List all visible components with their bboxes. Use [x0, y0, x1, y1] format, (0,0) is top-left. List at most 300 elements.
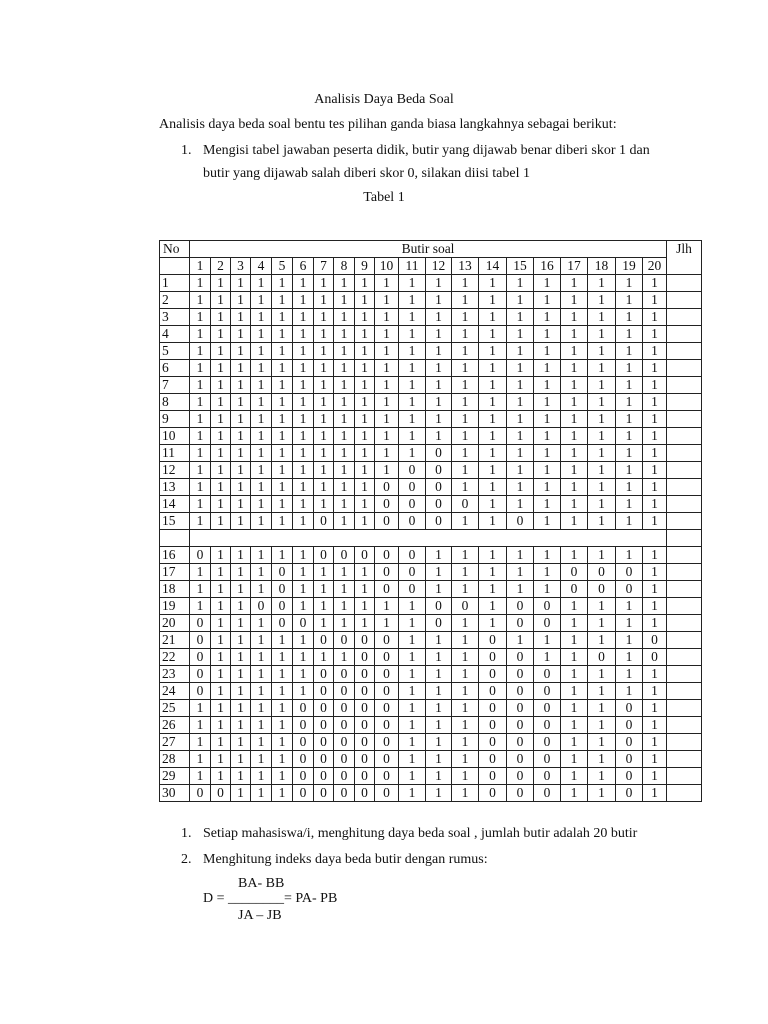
score-cell: 1 — [561, 275, 588, 292]
score-cell: 1 — [272, 513, 293, 530]
table-row — [160, 615, 702, 632]
score-cell: 1 — [534, 309, 561, 326]
score-cell: 1 — [588, 496, 616, 513]
score-cell: 0 — [399, 547, 426, 564]
score-cell: 1 — [334, 581, 355, 598]
score-cell: 0 — [507, 700, 534, 717]
score-cell: 1 — [231, 734, 251, 751]
score-cell: 0 — [616, 717, 643, 734]
item-number-header: 17 — [561, 258, 588, 275]
score-cell: 1 — [399, 292, 426, 309]
score-cell: 1 — [211, 343, 231, 360]
jlh-cell — [667, 394, 702, 411]
table-row — [160, 632, 702, 649]
score-cell: 1 — [561, 785, 588, 802]
score-cell: 1 — [588, 394, 616, 411]
score-cell: 1 — [314, 598, 334, 615]
score-cell: 1 — [561, 615, 588, 632]
score-cell: 0 — [375, 717, 399, 734]
score-cell: 1 — [334, 377, 355, 394]
score-cell: 1 — [251, 785, 272, 802]
score-cell: 1 — [452, 666, 479, 683]
score-cell: 1 — [355, 360, 375, 377]
score-cell: 0 — [399, 564, 426, 581]
row-number-cell: 17 — [160, 564, 190, 581]
score-cell: 1 — [293, 377, 314, 394]
score-cell: 0 — [314, 513, 334, 530]
score-cell: 1 — [588, 479, 616, 496]
table-row — [160, 734, 702, 751]
score-cell: 0 — [534, 717, 561, 734]
score-cell: 1 — [251, 683, 272, 700]
score-cell: 1 — [426, 751, 452, 768]
table-row — [160, 326, 702, 343]
score-cell: 1 — [251, 309, 272, 326]
step-1-text-line-2: butir yang dijawab salah diberi skor 0, silakan diisi tabel 1 — [203, 166, 530, 181]
score-cell: 0 — [479, 700, 507, 717]
score-cell: 1 — [561, 496, 588, 513]
score-cell: 1 — [314, 564, 334, 581]
score-cell: 1 — [643, 734, 667, 751]
score-cell: 1 — [190, 581, 211, 598]
score-cell: 1 — [643, 428, 667, 445]
jlh-cell — [667, 292, 702, 309]
score-cell: 1 — [314, 445, 334, 462]
score-cell: 1 — [616, 360, 643, 377]
row-number-cell: 1 — [160, 275, 190, 292]
score-cell: 0 — [534, 751, 561, 768]
score-cell: 1 — [231, 683, 251, 700]
score-cell: 1 — [272, 309, 293, 326]
separator-jlh-cell — [667, 530, 702, 547]
score-cell: 1 — [452, 377, 479, 394]
score-cell: 1 — [272, 479, 293, 496]
score-cell: 1 — [314, 581, 334, 598]
score-cell: 1 — [616, 292, 643, 309]
answer-score-table — [159, 240, 702, 802]
score-cell: 1 — [334, 649, 355, 666]
score-cell: 1 — [355, 496, 375, 513]
score-cell: 1 — [314, 326, 334, 343]
row-number-cell: 23 — [160, 666, 190, 683]
score-cell: 1 — [643, 666, 667, 683]
score-cell: 1 — [534, 479, 561, 496]
score-cell: 0 — [426, 513, 452, 530]
score-cell: 0 — [375, 734, 399, 751]
score-cell: 0 — [616, 564, 643, 581]
score-cell: 1 — [251, 513, 272, 530]
table-row — [160, 309, 702, 326]
score-cell: 1 — [293, 598, 314, 615]
row-number-cell: 21 — [160, 632, 190, 649]
row-number-cell: 10 — [160, 428, 190, 445]
score-cell: 1 — [211, 309, 231, 326]
item-number-header: 8 — [334, 258, 355, 275]
score-cell: 1 — [561, 734, 588, 751]
score-cell: 1 — [251, 649, 272, 666]
score-cell: 1 — [399, 275, 426, 292]
score-cell: 1 — [588, 309, 616, 326]
score-cell: 1 — [334, 462, 355, 479]
score-cell: 1 — [588, 275, 616, 292]
score-cell: 0 — [314, 785, 334, 802]
table-row — [160, 343, 702, 360]
score-cell: 1 — [426, 292, 452, 309]
score-cell: 1 — [334, 428, 355, 445]
score-cell: 0 — [479, 717, 507, 734]
score-cell: 1 — [534, 326, 561, 343]
score-cell: 0 — [375, 496, 399, 513]
score-cell: 1 — [479, 598, 507, 615]
score-cell: 0 — [355, 717, 375, 734]
score-cell: 1 — [272, 326, 293, 343]
score-cell: 1 — [588, 666, 616, 683]
score-cell: 1 — [399, 377, 426, 394]
score-cell: 1 — [211, 547, 231, 564]
score-cell: 1 — [426, 411, 452, 428]
score-cell: 1 — [616, 462, 643, 479]
score-cell: 0 — [334, 768, 355, 785]
score-cell: 1 — [561, 326, 588, 343]
row-number-cell: 20 — [160, 615, 190, 632]
score-cell: 1 — [452, 581, 479, 598]
score-cell: 0 — [334, 666, 355, 683]
score-cell: 1 — [293, 513, 314, 530]
score-cell: 1 — [211, 326, 231, 343]
score-cell: 1 — [314, 462, 334, 479]
score-cell: 1 — [355, 326, 375, 343]
item-number-header: 15 — [507, 258, 534, 275]
score-cell: 1 — [507, 564, 534, 581]
score-cell: 1 — [355, 564, 375, 581]
score-cell: 0 — [355, 649, 375, 666]
score-cell: 1 — [211, 751, 231, 768]
score-cell: 1 — [355, 309, 375, 326]
score-cell: 1 — [272, 632, 293, 649]
score-cell: 1 — [272, 768, 293, 785]
score-cell: 1 — [561, 394, 588, 411]
score-cell: 0 — [534, 768, 561, 785]
score-cell: 1 — [190, 598, 211, 615]
score-cell: 1 — [211, 734, 231, 751]
score-cell: 1 — [231, 462, 251, 479]
score-cell: 1 — [231, 751, 251, 768]
row-number-cell: 30 — [160, 785, 190, 802]
score-cell: 0 — [643, 632, 667, 649]
score-cell: 1 — [534, 360, 561, 377]
header-butir-soal: Butir soal — [190, 241, 667, 258]
score-cell: 1 — [211, 768, 231, 785]
row-number-cell: 26 — [160, 717, 190, 734]
score-cell: 1 — [375, 428, 399, 445]
jlh-cell — [667, 649, 702, 666]
jlh-cell — [667, 445, 702, 462]
score-cell: 1 — [588, 462, 616, 479]
score-cell: 1 — [426, 717, 452, 734]
score-cell: 1 — [251, 445, 272, 462]
score-cell: 1 — [231, 394, 251, 411]
score-cell: 1 — [293, 445, 314, 462]
row-number-cell: 22 — [160, 649, 190, 666]
score-cell: 1 — [534, 581, 561, 598]
score-cell: 1 — [643, 462, 667, 479]
score-cell: 1 — [314, 292, 334, 309]
score-cell: 1 — [507, 411, 534, 428]
score-cell: 1 — [251, 292, 272, 309]
score-cell: 1 — [190, 564, 211, 581]
score-cell: 0 — [355, 768, 375, 785]
score-cell: 1 — [479, 377, 507, 394]
score-cell: 1 — [251, 717, 272, 734]
header-no: No — [160, 241, 190, 258]
score-cell: 1 — [507, 343, 534, 360]
score-cell: 0 — [375, 564, 399, 581]
score-cell: 1 — [643, 581, 667, 598]
table-row — [160, 411, 702, 428]
score-cell: 1 — [231, 649, 251, 666]
score-cell: 0 — [190, 785, 211, 802]
row-number-cell: 2 — [160, 292, 190, 309]
score-cell: 1 — [231, 700, 251, 717]
row-number-cell: 9 — [160, 411, 190, 428]
score-cell: 0 — [534, 683, 561, 700]
score-cell: 1 — [643, 479, 667, 496]
item-number-header: 18 — [588, 258, 616, 275]
score-cell: 1 — [190, 360, 211, 377]
score-cell: 1 — [399, 683, 426, 700]
score-cell: 1 — [588, 683, 616, 700]
score-cell: 1 — [643, 751, 667, 768]
section-2-item-1-number: 1. — [181, 826, 192, 841]
item-number-header: 11 — [399, 258, 426, 275]
score-cell: 0 — [314, 547, 334, 564]
score-cell: 1 — [334, 496, 355, 513]
score-cell: 1 — [272, 343, 293, 360]
score-cell: 0 — [355, 751, 375, 768]
jlh-cell — [667, 717, 702, 734]
score-cell: 1 — [452, 785, 479, 802]
score-cell: 1 — [231, 496, 251, 513]
score-cell: 1 — [355, 598, 375, 615]
score-cell: 1 — [452, 751, 479, 768]
score-cell: 1 — [452, 343, 479, 360]
table-row — [160, 785, 702, 802]
score-cell: 1 — [211, 666, 231, 683]
score-cell: 0 — [355, 666, 375, 683]
score-cell: 1 — [293, 428, 314, 445]
score-cell: 1 — [507, 360, 534, 377]
jlh-cell — [667, 751, 702, 768]
score-cell: 1 — [334, 411, 355, 428]
score-cell: 1 — [190, 445, 211, 462]
score-cell: 0 — [479, 666, 507, 683]
score-cell: 1 — [399, 700, 426, 717]
score-cell: 1 — [479, 394, 507, 411]
score-cell: 0 — [190, 632, 211, 649]
score-cell: 0 — [334, 632, 355, 649]
score-cell: 1 — [452, 445, 479, 462]
score-cell: 1 — [643, 496, 667, 513]
score-cell: 1 — [293, 632, 314, 649]
item-number-header: 6 — [293, 258, 314, 275]
score-cell: 1 — [426, 360, 452, 377]
score-cell: 1 — [293, 683, 314, 700]
score-cell: 1 — [561, 700, 588, 717]
score-cell: 0 — [616, 700, 643, 717]
score-cell: 0 — [334, 734, 355, 751]
score-cell: 1 — [534, 513, 561, 530]
score-cell: 1 — [479, 411, 507, 428]
score-cell: 0 — [561, 564, 588, 581]
score-cell: 1 — [588, 513, 616, 530]
score-cell: 0 — [426, 496, 452, 513]
row-number-cell: 4 — [160, 326, 190, 343]
score-cell: 1 — [211, 683, 231, 700]
score-cell: 0 — [272, 581, 293, 598]
score-cell: 1 — [561, 513, 588, 530]
score-cell: 1 — [293, 479, 314, 496]
score-cell: 0 — [426, 462, 452, 479]
score-cell: 1 — [452, 547, 479, 564]
score-cell: 1 — [293, 343, 314, 360]
score-cell: 0 — [507, 751, 534, 768]
score-cell: 1 — [643, 564, 667, 581]
score-cell: 1 — [375, 462, 399, 479]
score-cell: 1 — [314, 479, 334, 496]
score-cell: 1 — [293, 564, 314, 581]
score-cell: 1 — [293, 411, 314, 428]
table-row — [160, 649, 702, 666]
score-cell: 1 — [334, 564, 355, 581]
score-cell: 0 — [314, 666, 334, 683]
score-cell: 1 — [211, 479, 231, 496]
score-cell: 1 — [479, 343, 507, 360]
score-cell: 0 — [375, 700, 399, 717]
score-cell: 0 — [643, 649, 667, 666]
score-cell: 1 — [231, 615, 251, 632]
score-cell: 1 — [616, 632, 643, 649]
row-number-cell: 25 — [160, 700, 190, 717]
table-row — [160, 292, 702, 309]
table-row — [160, 377, 702, 394]
score-cell: 1 — [643, 377, 667, 394]
score-cell: 0 — [507, 785, 534, 802]
score-cell: 1 — [251, 581, 272, 598]
score-cell: 1 — [334, 513, 355, 530]
score-cell: 1 — [534, 394, 561, 411]
item-number-header: 14 — [479, 258, 507, 275]
score-cell: 1 — [251, 377, 272, 394]
score-cell: 1 — [293, 547, 314, 564]
score-cell: 0 — [293, 615, 314, 632]
score-cell: 1 — [643, 615, 667, 632]
score-cell: 1 — [211, 360, 231, 377]
score-cell: 0 — [507, 683, 534, 700]
score-cell: 1 — [616, 411, 643, 428]
score-cell: 1 — [272, 683, 293, 700]
score-cell: 0 — [314, 632, 334, 649]
score-cell: 1 — [426, 785, 452, 802]
score-cell: 1 — [534, 496, 561, 513]
score-cell: 1 — [231, 309, 251, 326]
score-cell: 1 — [426, 734, 452, 751]
score-cell: 1 — [190, 768, 211, 785]
table-row — [160, 445, 702, 462]
row-number-cell: 18 — [160, 581, 190, 598]
step-1-text-line-1: Mengisi tabel jawaban peserta didik, butir yang dijawab benar diberi skor 1 dan — [203, 143, 650, 158]
score-cell: 1 — [251, 462, 272, 479]
score-cell: 1 — [399, 411, 426, 428]
score-cell: 1 — [355, 479, 375, 496]
score-cell: 0 — [314, 751, 334, 768]
score-cell: 1 — [314, 343, 334, 360]
score-cell: 0 — [293, 751, 314, 768]
score-cell: 1 — [452, 411, 479, 428]
section-2-item-1-text: Setiap mahasiswa/i, menghitung daya beda soal , jumlah butir adalah 20 butir — [203, 826, 638, 841]
score-cell: 1 — [190, 751, 211, 768]
score-cell: 1 — [190, 411, 211, 428]
table-row — [160, 683, 702, 700]
item-number-header: 19 — [616, 258, 643, 275]
score-cell: 1 — [588, 377, 616, 394]
score-cell: 1 — [190, 479, 211, 496]
item-number-header: 4 — [251, 258, 272, 275]
score-cell: 1 — [334, 445, 355, 462]
score-cell: 1 — [479, 326, 507, 343]
score-cell: 1 — [452, 326, 479, 343]
score-cell: 0 — [375, 751, 399, 768]
score-cell: 0 — [334, 717, 355, 734]
score-cell: 1 — [375, 292, 399, 309]
table-row — [160, 428, 702, 445]
score-cell: 1 — [561, 683, 588, 700]
score-cell: 1 — [399, 666, 426, 683]
score-cell: 1 — [211, 513, 231, 530]
score-cell: 1 — [426, 343, 452, 360]
separator-span-cell — [190, 530, 667, 547]
score-cell: 1 — [211, 462, 231, 479]
score-cell: 1 — [588, 292, 616, 309]
score-cell: 1 — [211, 649, 231, 666]
score-cell: 1 — [399, 360, 426, 377]
score-cell: 0 — [452, 496, 479, 513]
score-cell: 1 — [272, 462, 293, 479]
table-row — [160, 768, 702, 785]
score-cell: 1 — [375, 377, 399, 394]
item-number-header: 7 — [314, 258, 334, 275]
score-cell: 1 — [334, 326, 355, 343]
table-row — [160, 496, 702, 513]
score-cell: 1 — [314, 615, 334, 632]
jlh-cell — [667, 360, 702, 377]
score-cell: 0 — [375, 649, 399, 666]
score-cell: 1 — [231, 326, 251, 343]
score-cell: 1 — [272, 377, 293, 394]
score-cell: 1 — [534, 275, 561, 292]
score-cell: 1 — [355, 513, 375, 530]
score-cell: 1 — [452, 683, 479, 700]
row-number-cell: 29 — [160, 768, 190, 785]
score-cell: 1 — [375, 411, 399, 428]
score-cell: 0 — [507, 513, 534, 530]
score-cell: 1 — [479, 275, 507, 292]
score-cell: 0 — [293, 717, 314, 734]
score-cell: 0 — [293, 700, 314, 717]
score-cell: 1 — [399, 632, 426, 649]
score-cell: 1 — [399, 598, 426, 615]
score-cell: 0 — [507, 666, 534, 683]
jlh-cell — [667, 581, 702, 598]
